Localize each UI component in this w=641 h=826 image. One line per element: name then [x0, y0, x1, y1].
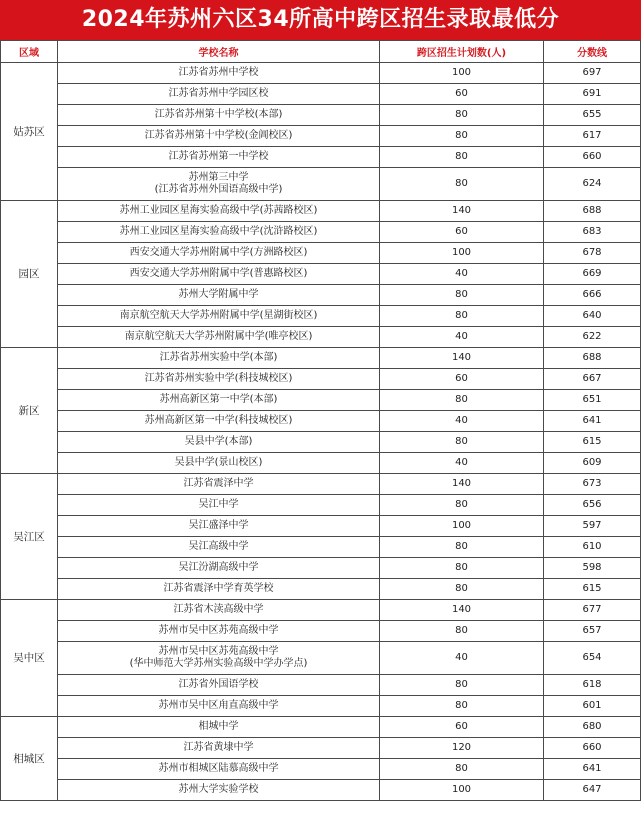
school-name-line: 吴江高级中学 — [188, 541, 249, 552]
header-school: 学校名称 — [58, 41, 380, 63]
quota-cell: 100 — [380, 516, 544, 537]
score-cell: 609 — [544, 453, 641, 474]
score-cell: 597 — [544, 516, 641, 537]
score-cell: 669 — [544, 264, 641, 285]
school-name-cell — [58, 675, 380, 696]
quota-cell: 80 — [380, 621, 544, 642]
quota-cell: 80 — [380, 147, 544, 168]
school-name-cell — [58, 285, 380, 306]
school-name-cell — [58, 369, 380, 390]
school-name-cell — [58, 696, 380, 717]
school-name-line: 江苏省苏州中学园区校 — [168, 88, 269, 99]
school-name-line: 江苏省震泽中学 — [183, 478, 254, 489]
school-name-cell — [58, 759, 380, 780]
table-row — [1, 105, 641, 126]
score-cell: 641 — [544, 411, 641, 432]
score-cell: 688 — [544, 201, 641, 222]
school-name-line: 南京航空航天大学苏州附属中学(唯亭校区) — [124, 331, 313, 342]
score-cell: 647 — [544, 780, 641, 801]
quota-cell: 60 — [380, 222, 544, 243]
school-name-cell — [58, 738, 380, 759]
score-cell: 677 — [544, 600, 641, 621]
quota-cell: 40 — [380, 327, 544, 348]
score-cell: 660 — [544, 147, 641, 168]
school-name-cell — [58, 453, 380, 474]
table-row — [1, 453, 641, 474]
table-row — [1, 84, 641, 105]
school-name-cell — [58, 63, 380, 84]
quota-cell: 40 — [380, 642, 544, 675]
school-name-line: 西安交通大学苏州附属中学(普惠路校区) — [129, 268, 308, 279]
school-name-cell — [58, 201, 380, 222]
school-name-cell — [58, 558, 380, 579]
school-name-cell — [58, 390, 380, 411]
quota-cell: 100 — [380, 780, 544, 801]
school-name-line: 苏州市吴中区苏苑高级中学 — [158, 625, 279, 636]
table-row — [1, 579, 641, 600]
score-cell: 618 — [544, 675, 641, 696]
score-cell: 601 — [544, 696, 641, 717]
score-cell: 617 — [544, 126, 641, 147]
school-name-line: 吴江汾湖高级中学 — [178, 562, 259, 573]
table-row — [1, 264, 641, 285]
score-cell: 615 — [544, 432, 641, 453]
table-row — [1, 642, 641, 675]
quota-cell: 80 — [380, 759, 544, 780]
quota-cell: 80 — [380, 126, 544, 147]
table-row — [1, 306, 641, 327]
header-district: 区域 — [1, 41, 58, 63]
school-name-line: 苏州第三中学 — [188, 172, 249, 183]
table-row — [1, 411, 641, 432]
school-name-line: 苏州工业园区星海实验高级中学(苏茜路校区) — [119, 205, 318, 216]
table-row — [1, 201, 641, 222]
quota-cell: 80 — [380, 105, 544, 126]
school-name-line: 苏州高新区第一中学(本部) — [159, 394, 278, 405]
school-name-line: 江苏省苏州中学校 — [178, 67, 259, 78]
school-name-line: 南京航空航天大学苏州附属中学(星湖街校区) — [119, 310, 318, 321]
table-row — [1, 495, 641, 516]
school-name-line: 江苏省外国语学校 — [178, 679, 259, 690]
school-name-line: 江苏省苏州第十中学校(金阊校区) — [144, 130, 293, 141]
score-cell: 615 — [544, 579, 641, 600]
school-name-cell — [58, 105, 380, 126]
school-name-cell — [58, 348, 380, 369]
district-cell: 姑苏区 — [1, 63, 58, 201]
quota-cell: 60 — [380, 717, 544, 738]
score-cell: 657 — [544, 621, 641, 642]
admission-score-table — [0, 40, 641, 801]
school-name-line: 苏州市吴中区甪直高级中学 — [158, 700, 279, 711]
table-row — [1, 126, 641, 147]
school-name-cell — [58, 474, 380, 495]
table-row — [1, 780, 641, 801]
school-name-line: 苏州大学附属中学 — [178, 289, 259, 300]
school-name-cell — [58, 537, 380, 558]
school-name-cell — [58, 495, 380, 516]
school-name-line: 江苏省苏州第十中学校(本部) — [154, 109, 283, 120]
school-name-line: 吴江中学 — [198, 499, 239, 510]
table-row — [1, 147, 641, 168]
table-row — [1, 222, 641, 243]
school-name-line: (江苏省苏州外国语高级中学) — [154, 184, 283, 195]
school-name-line: 江苏省苏州实验中学(科技城校区) — [144, 373, 293, 384]
school-name-line: 相城中学 — [198, 721, 239, 732]
school-name-cell — [58, 306, 380, 327]
table-header-row — [1, 41, 641, 63]
quota-cell: 140 — [380, 474, 544, 495]
quota-cell: 100 — [380, 243, 544, 264]
score-cell: 680 — [544, 717, 641, 738]
table-row — [1, 390, 641, 411]
school-name-cell — [58, 780, 380, 801]
school-name-line: 苏州工业园区星海实验高级中学(沈浒路校区) — [119, 226, 318, 237]
quota-cell: 60 — [380, 369, 544, 390]
table-row — [1, 738, 641, 759]
school-name-line: (华中师范大学苏州实验高级中学办学点) — [129, 658, 308, 669]
score-cell: 697 — [544, 63, 641, 84]
table-row — [1, 432, 641, 453]
score-cell: 678 — [544, 243, 641, 264]
score-cell: 641 — [544, 759, 641, 780]
table-row — [1, 516, 641, 537]
score-cell: 651 — [544, 390, 641, 411]
school-name-line: 苏州市相城区陆慕高级中学 — [158, 763, 279, 774]
table-row — [1, 243, 641, 264]
school-name-line: 江苏省木渎高级中学 — [173, 604, 264, 615]
quota-cell: 80 — [380, 537, 544, 558]
score-cell: 660 — [544, 738, 641, 759]
quota-cell: 80 — [380, 495, 544, 516]
quota-cell: 80 — [380, 432, 544, 453]
quota-cell: 80 — [380, 579, 544, 600]
quota-cell: 140 — [380, 600, 544, 621]
table-body — [1, 63, 641, 801]
school-name-cell — [58, 327, 380, 348]
score-cell: 598 — [544, 558, 641, 579]
table-row — [1, 369, 641, 390]
score-cell: 666 — [544, 285, 641, 306]
page-title: 2024年苏州六区34所高中跨区招生录取最低分 — [0, 0, 641, 40]
school-name-line: 苏州高新区第一中学(科技城校区) — [144, 415, 293, 426]
quota-cell: 40 — [380, 411, 544, 432]
score-cell: 654 — [544, 642, 641, 675]
school-name-line: 吴江盛泽中学 — [188, 520, 249, 531]
score-cell: 610 — [544, 537, 641, 558]
quota-cell: 40 — [380, 264, 544, 285]
table-row — [1, 558, 641, 579]
table-row — [1, 168, 641, 201]
score-cell: 640 — [544, 306, 641, 327]
school-name-line: 江苏省震泽中学育英学校 — [163, 583, 274, 594]
score-cell: 656 — [544, 495, 641, 516]
quota-cell: 80 — [380, 558, 544, 579]
quota-cell: 40 — [380, 453, 544, 474]
school-name-line: 吴县中学(本部) — [184, 436, 253, 447]
quota-cell: 80 — [380, 390, 544, 411]
score-cell: 667 — [544, 369, 641, 390]
school-name-cell — [58, 516, 380, 537]
school-name-cell — [58, 432, 380, 453]
score-cell: 622 — [544, 327, 641, 348]
school-name-line: 西安交通大学苏州附属中学(方洲路校区) — [129, 247, 308, 258]
school-name-cell — [58, 84, 380, 105]
table-row — [1, 63, 641, 84]
quota-cell: 140 — [380, 348, 544, 369]
quota-cell: 60 — [380, 84, 544, 105]
table-row — [1, 621, 641, 642]
district-cell: 新区 — [1, 348, 58, 474]
table-row — [1, 537, 641, 558]
school-name-line: 江苏省黄埭中学 — [183, 742, 254, 753]
table-row — [1, 717, 641, 738]
school-name-cell — [58, 600, 380, 621]
score-cell: 673 — [544, 474, 641, 495]
header-score: 分数线 — [544, 41, 641, 63]
school-name-cell — [58, 222, 380, 243]
school-name-cell — [58, 147, 380, 168]
school-name-cell — [58, 168, 380, 201]
school-name-cell — [58, 642, 380, 675]
quota-cell: 80 — [380, 696, 544, 717]
school-name-cell — [58, 264, 380, 285]
school-name-cell — [58, 243, 380, 264]
table-row — [1, 348, 641, 369]
district-cell: 相城区 — [1, 717, 58, 801]
quota-cell: 80 — [380, 168, 544, 201]
table-row — [1, 600, 641, 621]
score-cell: 691 — [544, 84, 641, 105]
score-cell: 688 — [544, 348, 641, 369]
quota-cell: 80 — [380, 675, 544, 696]
district-cell: 吴江区 — [1, 474, 58, 600]
school-name-cell — [58, 621, 380, 642]
quota-cell: 100 — [380, 63, 544, 84]
school-name-line: 苏州大学实验学校 — [178, 784, 259, 795]
quota-cell: 80 — [380, 306, 544, 327]
quota-cell: 80 — [380, 285, 544, 306]
table-row — [1, 759, 641, 780]
score-cell: 655 — [544, 105, 641, 126]
school-name-line: 吴县中学(景山校区) — [174, 457, 263, 468]
school-name-cell — [58, 717, 380, 738]
table-row — [1, 327, 641, 348]
quota-cell: 140 — [380, 201, 544, 222]
header-quota: 跨区招生计划数(人) — [380, 41, 544, 63]
district-cell: 园区 — [1, 201, 58, 348]
score-cell: 624 — [544, 168, 641, 201]
school-name-cell — [58, 126, 380, 147]
quota-cell: 120 — [380, 738, 544, 759]
table-row — [1, 696, 641, 717]
school-name-line: 苏州市吴中区苏苑高级中学 — [158, 646, 279, 657]
district-cell: 吴中区 — [1, 600, 58, 717]
school-name-cell — [58, 411, 380, 432]
school-name-cell — [58, 579, 380, 600]
table-row — [1, 675, 641, 696]
table-row — [1, 285, 641, 306]
score-cell: 683 — [544, 222, 641, 243]
school-name-line: 江苏省苏州实验中学(本部) — [159, 352, 278, 363]
table-row — [1, 474, 641, 495]
school-name-line: 江苏省苏州第一中学校 — [168, 151, 269, 162]
